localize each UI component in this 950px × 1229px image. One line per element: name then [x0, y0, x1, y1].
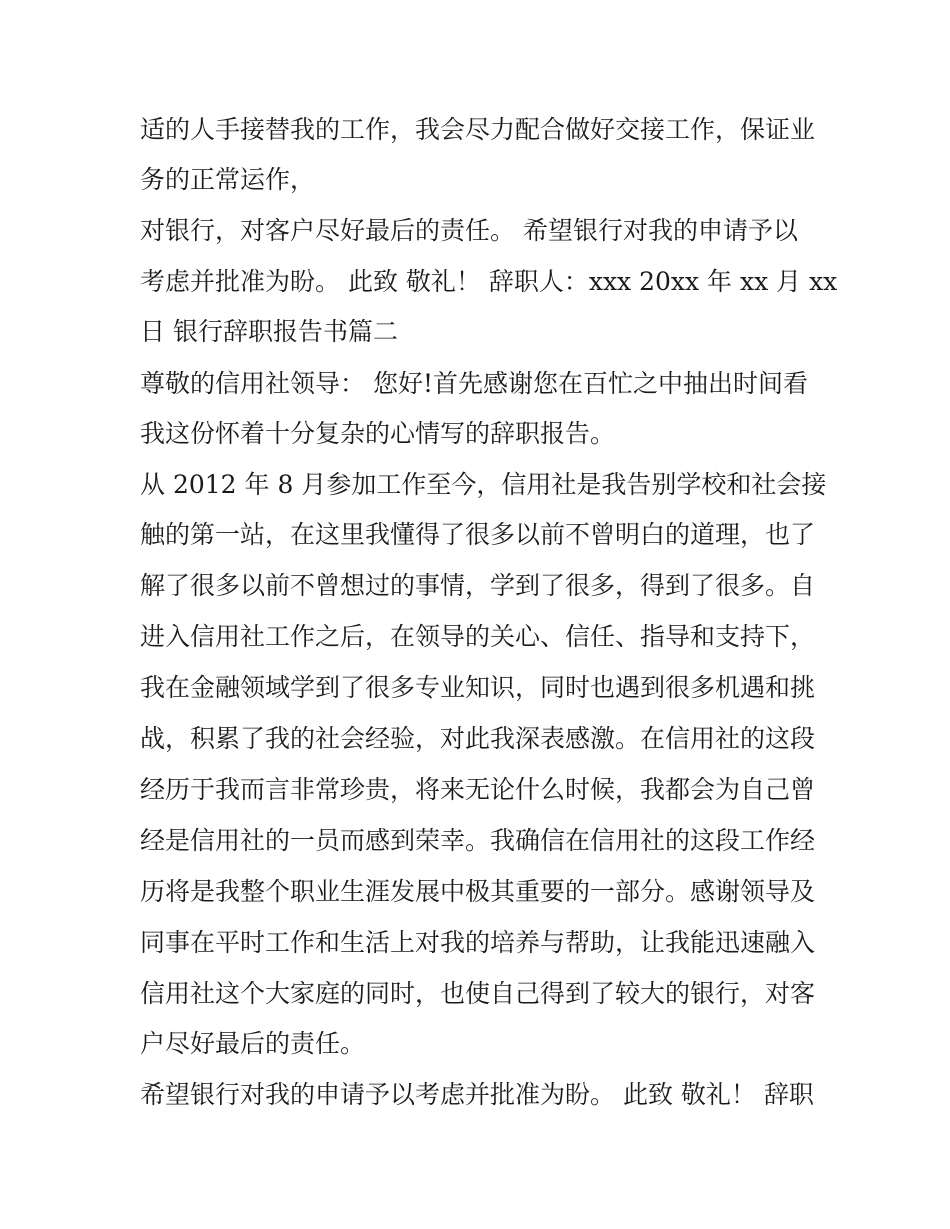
text-line: 解了很多以前不曾想过的事情，学到了很多，得到了很多。自	[140, 571, 816, 600]
text-line: 户尽好最后的责任。	[140, 1029, 366, 1058]
text-line: 我这份怀着十分复杂的心情写的辞职报告。	[140, 419, 616, 448]
text-line: 触的第一站，在这里我懂得了很多以前不曾明白的道理，也了	[140, 520, 816, 549]
text-line: 战，积累了我的社会经验，对此我深表感激。在信用社的这段	[140, 724, 816, 753]
text-line: 经历于我而言非常珍贵，将来无论什么时候，我都会为自己曾	[140, 775, 816, 804]
text-line: 务的正常运作，	[140, 165, 316, 194]
text-line: 从 2012 年 8 月参加工作至今，信用社是我告别学校和社会接	[140, 470, 827, 499]
text-line: 考虑并批准为盼。 此致 敬礼！ 辞职人：xxx 20xx 年 xx 月 xx	[140, 267, 838, 296]
text-line: 进入信用社工作之后，在领导的关心、信任、指导和支持下，	[140, 622, 816, 651]
text-line: 同事在平时工作和生活上对我的培养与帮助，让我能迅速融入	[140, 928, 816, 957]
text-line: 经是信用社的一员而感到荣幸。我确信在信用社的这段工作经	[140, 826, 816, 855]
text-line: 历将是我整个职业生涯发展中极其重要的一部分。感谢领导及	[140, 877, 816, 906]
text-line: 尊敬的信用社领导： 您好!首先感谢您在百忙之中抽出时间看	[140, 369, 808, 398]
text-line: 对银行，对客户尽好最后的责任。 希望银行对我的申请予以	[140, 216, 798, 245]
text-line: 我在金融领域学到了很多专业知识，同时也遇到很多机遇和挑	[140, 673, 816, 702]
section-heading: 日 银行辞职报告书篇二	[140, 317, 398, 346]
text-line: 希望银行对我的申请予以考虑并批准为盼。 此致 敬礼！ 辞职	[140, 1080, 814, 1109]
text-line: 信用社这个大家庭的同时，也使自己得到了较大的银行，对客	[140, 979, 816, 1008]
text-line: 适的人手接替我的工作，我会尽力配合做好交接工作，保证业	[140, 115, 816, 144]
